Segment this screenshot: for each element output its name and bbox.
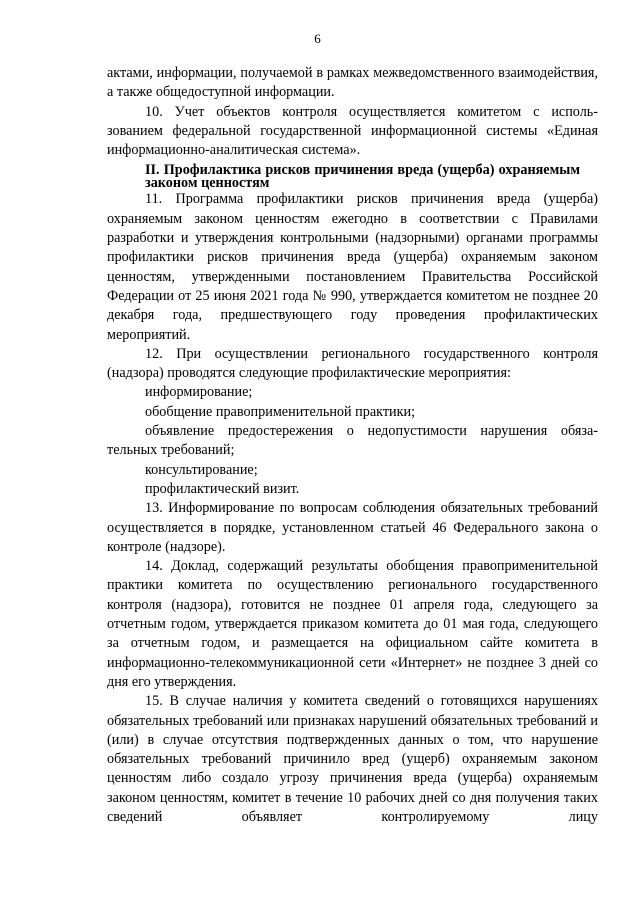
paragraph-11: 11. Программа профилактики рисков причинения вреда (ущерба) охраняемым законом ценностям ежегодно в соответствии с Правилами разработки и утверждения контрольными (надзорными) органами программы профилактики рисков причинения вреда (ущерба) охраняемым законом ценностям, утвержденными постановлением Правительства Российской Федерации от 25 июня 2021 года № 990, утверждается комитетом не позднее 20 декабря года, предшествующего году проведения профилактических мероприятий. xyxy=(107,191,598,343)
paragraph: актами, информации, получаемой в рамках межведомственного взаимодействия, а также общедоступной информации. xyxy=(107,65,598,101)
list-item: объявление предостережения о недопустимости нарушения обяза- тельных требований; xyxy=(107,423,598,459)
list-item: консультирование; xyxy=(145,461,258,478)
page-number: 6 xyxy=(314,31,321,46)
paragraph-13: 13. Информирование по вопросам соблюдения обязательных требований осуществляется в порядке, установленном статьей 46 Федерального закона о контроле (надзоре). xyxy=(107,500,598,555)
paragraph-10: 10. Учет объектов контроля осуществляется комитетом с исполь- зованием федеральной государственной информационной системы «Единая информационно-аналитическая система». xyxy=(107,103,598,159)
paragraph-15: 15. В случае наличия у комитета сведений о готовящихся нарушениях обязательных требований или признаках нарушений обязательных требований и (или) в случае отсутствия подтвержденных данных о том, что нарушение обязательных требований причинило вред (ущерб) охраняемым законом ценностям либо создало угрозу причинения вреда (ущерба) охраняемым законом ценностям, комитет в течение 10 рабочих дней со дня получения таких сведений объявляет контролируемому лицу xyxy=(107,693,598,825)
section-heading: II. Профилактика рисков причинения вреда (ущерба) охраняемым законом ценностям xyxy=(145,162,580,192)
document-body xyxy=(107,64,598,827)
paragraph-14: 14. Доклад, содержащий результаты обобщения правоприменительной практики комитета по осуществлению регионального государственного контроля (надзора), готовится не позднее 01 апреля года, следующего за отчетным годом, утверждается приказом комитета до 01 мая года, следующего за отчетным годом, и размещается на официальном сайте комитета в информационно-телекоммуникационной сети «Интернет» не позднее 3 дней со дня его утверждения. xyxy=(107,558,598,690)
list-item: профилактический визит. xyxy=(145,480,300,497)
list-item: обобщение правоприменительной практики; xyxy=(145,403,416,420)
list-item: информирование; xyxy=(145,384,253,401)
paragraph-12: 12. При осуществлении регионального государственного контроля (надзора) проводятся следующие профилактические мероприятия: xyxy=(107,345,598,382)
